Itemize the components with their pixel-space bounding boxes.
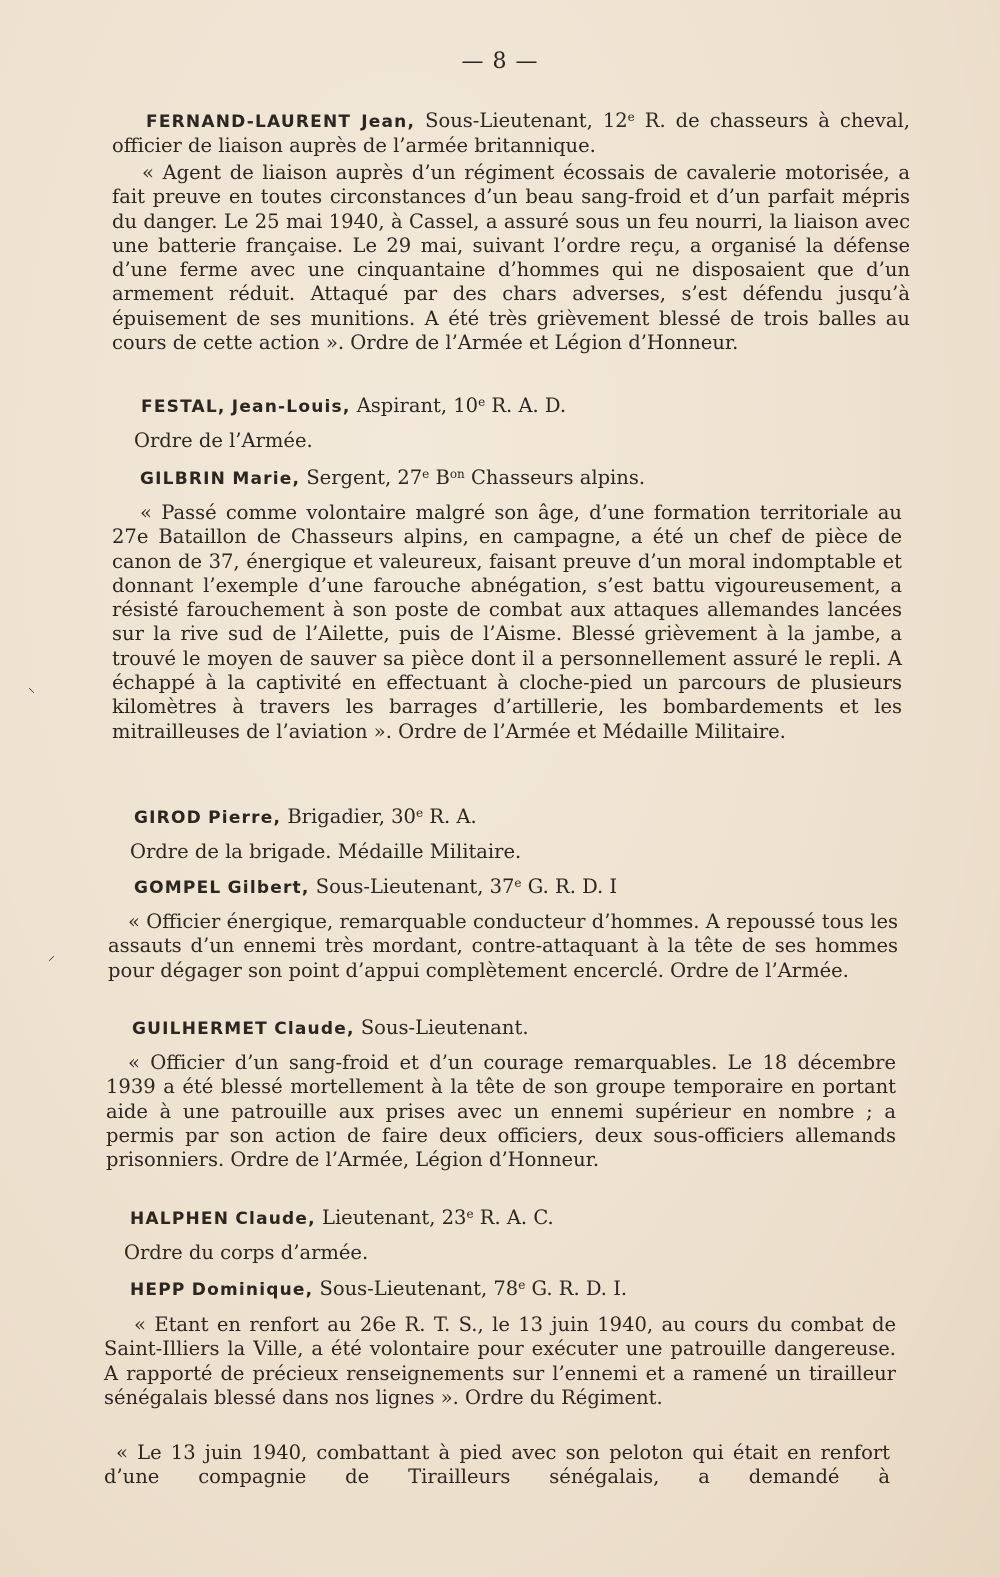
entry-header-gompel	[134, 875, 894, 900]
ordinal-suffix: e	[415, 806, 424, 820]
citation-gilbrin: « Passé comme volontaire malgré son âge, d’une formation territoriale au 27e Bataillon de Chasseurs alpins, en campagne, a été un chef de pièce de canon de 37, énergique et valeureux, faisant preuve d’un moral indomptable et donnant l’exemple d’une farouche abnégation, s’est battu vigoureusement, a résisté farouchement à son poste de combat aux attaques allemandes lancées sur la rive sud de l’Ailette, puis de l’Aisme. Blessé grièvement à la jambe, a trouvé le moyen de sauver sa pièce dont il a personnellement assuré le repli. A échappé à la captivité en effectuant à cloche-pied un parcours de plusieurs kilomètres à travers les barrages d’artillerie, les bombardements et les mitrailleuses de l’aviation ». Ordre de l’Armée et Médaille Militaire.	[112, 501, 902, 743]
entry-header-fernand-laurent	[112, 109, 910, 159]
rank: Sous-Lieutenant.	[354, 1016, 529, 1039]
firstname: Gilbert,	[227, 878, 310, 898]
entry-header-gilbrin	[140, 466, 900, 491]
citation-festal: Ordre de l’Armée.	[134, 429, 313, 452]
rank: Sous-Lieutenant, 37	[309, 875, 515, 898]
rank-detail: R. de chasseurs à cheval, officier de liaison auprès de l’armée britannique.	[112, 109, 910, 158]
rank-detail: G. R. D. I.	[525, 1277, 628, 1300]
citation-halphen: Ordre du corps d’armée.	[124, 1241, 369, 1264]
rank: Brigadier, 30	[281, 805, 416, 828]
surname: GILBRIN	[140, 469, 227, 489]
surname: FESTAL,	[141, 397, 226, 417]
firstname: Pierre,	[208, 808, 282, 828]
surname: FERNAND-LAURENT	[146, 112, 352, 132]
rank: Sergent, 27	[300, 466, 423, 489]
ordinal-suffix: e	[478, 395, 486, 409]
ordinal-suffix: e	[518, 1278, 526, 1292]
surname: GIROD	[134, 808, 202, 828]
entry-header-halphen	[130, 1206, 890, 1231]
firstname: Dominique,	[191, 1280, 314, 1300]
margin-mark: ⸜	[28, 680, 35, 696]
entry-header-hepp	[130, 1277, 890, 1302]
rank: Sous-Lieutenant, 78	[313, 1277, 519, 1300]
rank: Lieutenant, 23	[315, 1206, 467, 1229]
abbrev-suffix: on	[449, 467, 465, 481]
citation-fernand-laurent: « Agent de liaison auprès d’un régiment écossais de cavalerie motorisée, a fait preuve en toutes circonstances d’un beau sang-froid et d’un parfait mépris du danger. Le 25 mai 1940, à Cassel, a assuré sous un feu nourri, la liaison avec une batterie française. Le 29 mai, suivant l’ordre reçu, a organisé la défense d’une ferme avec une cinquantaine d’hommes qui ne disposaient que d’un armement réduit. Attaqué par des chars adverses, s’est défendu jusqu’à épuisement de ses munitions. A été très grièvement blessé de trois balles au cours de cette action ». Ordre de l’Armée et Légion d’Honneur.	[112, 161, 910, 355]
citation-gompel: « Officier énergique, remarquable conducteur d’hommes. A repoussé tous les assauts d’un ennemi très mordant, contre-attaquant à la tête de ses hommes pour dégager son point d’appui complètement encerclé. Ordre de l’Armée.	[108, 910, 898, 982]
margin-mark: ⸝	[48, 948, 55, 964]
entry-header-girod	[134, 805, 894, 830]
rank-detail: R. A.	[423, 805, 477, 828]
surname: HEPP	[130, 1280, 186, 1300]
firstname: Claude,	[235, 1209, 316, 1229]
firstname: Claude,	[274, 1019, 355, 1039]
rank: Sous-Lieutenant, 12	[415, 109, 628, 132]
surname: GOMPEL	[134, 878, 222, 898]
firstname: Marie,	[232, 469, 301, 489]
citation-hepp-continued: « Le 13 juin 1940, combattant à pied avec son peloton qui était en renfort d’une compagnie de Tirailleurs sénégalais, a demandé à	[104, 1441, 890, 1489]
ordinal-suffix: e	[627, 110, 635, 124]
rank-detail: Chasseurs alpins.	[464, 466, 646, 489]
firstname: Jean,	[361, 112, 416, 132]
surname: GUILHERMET	[132, 1019, 268, 1039]
page-number: — 8 —	[461, 49, 539, 74]
citation-guilhermet: « Officier d’un sang-froid et d’un courage remarquables. Le 18 décembre 1939 a été blessé mortellement à la tête de son groupe temporaire en portant aide à une patrouille aux prises avec un ennemi supérieur en nombre ; a permis par son action de faire deux officiers, deux sous-officiers allemands prisonniers. Ordre de l’Armée, Légion d’Honneur.	[106, 1051, 896, 1172]
rank: Aspirant, 10	[350, 394, 479, 417]
entry-header-guilhermet	[132, 1016, 892, 1041]
firstname: Jean-Louis,	[231, 397, 351, 417]
citation-girod: Ordre de la brigade. Médaille Militaire.	[130, 840, 522, 863]
rank-unit: B	[429, 466, 450, 489]
ordinal-suffix: e	[422, 467, 430, 481]
rank-detail: R. A. D.	[485, 394, 567, 417]
surname: HALPHEN	[130, 1209, 230, 1229]
rank-detail: G. R. D. I	[521, 875, 618, 898]
ordinal-suffix: e	[514, 876, 522, 890]
entry-header-festal	[141, 394, 901, 419]
citation-hepp: « Etant en renfort au 26e R. T. S., le 13 juin 1940, au cours du combat de Saint-Illiers la Ville, a été volontaire pour exécuter une patrouille dangereuse. A rapporté de précieux renseignements sur l’ennemi et a ramené un tirailleur sénégalais blessé dans nos lignes ». Ordre du Régiment.	[104, 1313, 896, 1409]
rank-detail: R. A. C.	[473, 1206, 554, 1229]
ordinal-suffix: e	[466, 1207, 474, 1221]
